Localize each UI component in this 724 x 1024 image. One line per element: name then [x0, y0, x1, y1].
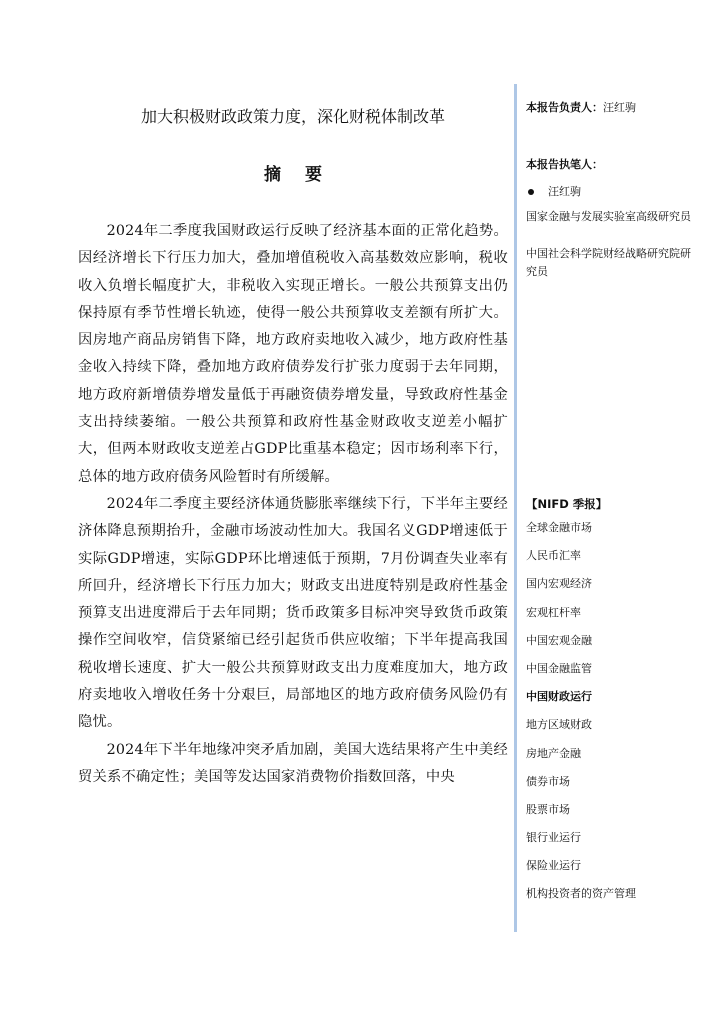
report-item[interactable]: 房地产金融	[526, 746, 581, 760]
responsible-name: 汪红驹	[603, 101, 636, 114]
report-item[interactable]: 债券市场	[526, 774, 570, 788]
responsible-label: 本报告负责人：	[526, 101, 603, 114]
abstract-paragraph-1: 2024年二季度我国财政运行反映了经济基本面的正常化趋势。因经济增长下行压力加大，叠加增值税收入高基数效应影响，税收收入负增长幅度扩大，非税收入实现正增长。一般公共预算支出仍保持原有季节性增长轨迹，使得一般公共预算收支差额有所扩大。因房地产商品房销售下降，地方政府卖地收入减少，地方政府性基金收入持续下降，叠加地方政府债券发行扩张力度弱于去年同期，地方政府新增债券增发量低于再融资债券增发量，导致政府性基金支出持续萎缩。一般公共预算和政府性基金财政收支逆差小幅扩大，但两本财政收支逆差占GDP比重基本稳定；因市场利率下行，总体的地方政府债务风险暂时有所缓解。	[78, 223, 508, 485]
author-entry	[526, 183, 581, 199]
document-title: 加大积极财政政策力度，深化财税体制改革	[140, 107, 445, 126]
report-item[interactable]: 中国金融监管	[526, 661, 592, 675]
abstract-body	[78, 218, 508, 791]
report-item[interactable]: 保险业运行	[526, 859, 581, 873]
authors-label: 本报告执笔人：	[526, 158, 603, 171]
author-affiliation-1: 国家金融与发展实验室高级研究员	[526, 210, 691, 223]
abstract-heading: 摘要	[264, 165, 346, 185]
report-item[interactable]: 机构投资者的资产管理	[526, 887, 636, 901]
report-item[interactable]: 全球金融市场	[526, 521, 592, 534]
report-item[interactable]: 人民币汇率	[526, 549, 581, 563]
report-item[interactable]: 银行业运行	[526, 831, 581, 845]
report-item[interactable]: 股票市场	[526, 802, 570, 816]
sidebar-divider	[514, 84, 517, 932]
report-item[interactable]: 中国宏观金融	[526, 633, 592, 647]
report-series	[526, 496, 636, 916]
report-series-title: 【NIFD 季报】	[526, 497, 608, 511]
report-item[interactable]: 宏观杠杆率	[526, 605, 581, 619]
abstract-paragraph-2: 2024年二季度主要经济体通货膨胀率继续下行，下半年主要经济体降息预期抬升，金融市场波动性加大。我国名义GDP增速低于实际GDP增速，实际GDP环比增速低于预期，7月份调查失业率有所回升，经济增长下行压力加大；财政支出进度特别是政府性基金预算支出进度滞后于去年同期；货币政策多目标冲突导致货币政策操作空间收窄，信贷紧缩已经引起货币供应收缩；下半年提高我国税收增长速度、扩大一般公共预算财政支出力度难度加大，地方政府卖地收入增收任务十分艰巨，局部地区的地方政府债务风险仍有隐忧。	[78, 495, 508, 731]
report-item[interactable]: 国内宏观经济	[526, 577, 592, 591]
abstract-paragraph-3: 2024年下半年地缘冲突矛盾加剧，美国大选结果将产生中美经贸关系不确定性；美国等发达国家消费物价指数回落，中央	[78, 741, 508, 785]
author-affiliation-2: 中国社会科学院财经战略研究院研究员	[526, 247, 691, 278]
report-item[interactable]: 地方区域财政	[526, 718, 592, 732]
report-item-active[interactable]: 中国财政运行	[526, 690, 592, 704]
responsible-person	[526, 99, 636, 115]
bullet-icon	[528, 189, 534, 195]
author-name: 汪红驹	[548, 185, 581, 198]
